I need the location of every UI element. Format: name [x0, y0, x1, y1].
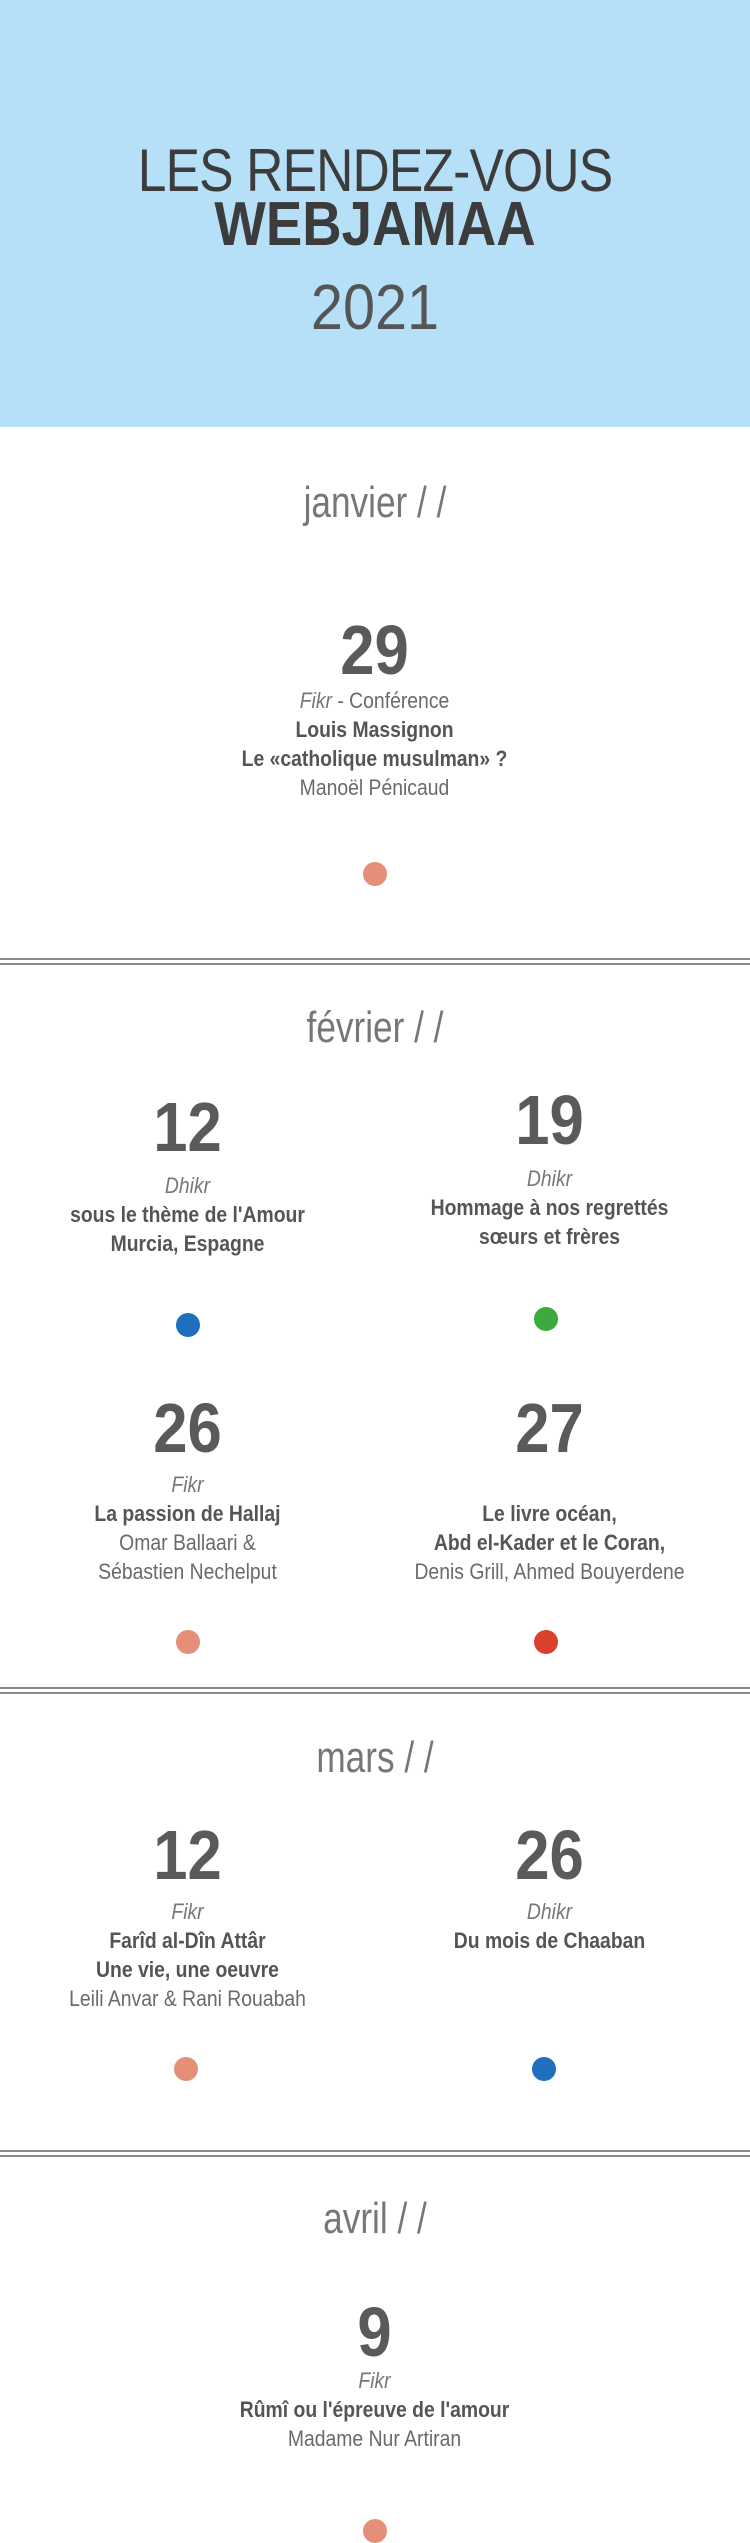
dhikr-dot-icon: [532, 2057, 556, 2081]
header-title-line2: WEBJAMAA: [214, 190, 536, 259]
event-subtitle: Le «catholique musulman» ?: [241, 746, 508, 771]
month-heading-march: mars / /: [316, 1733, 434, 1782]
event-day: 19: [515, 1081, 584, 1159]
event-subtitle: Murcia, Espagne: [110, 1231, 265, 1256]
event-jan-29: [187, 612, 562, 802]
event-mar-12: [0, 1817, 375, 2013]
event-subtitle: Une vie, une oeuvre: [96, 1957, 279, 1982]
event-subtitle: sœurs et frères: [479, 1224, 620, 1249]
event-title: Farîd al-Dîn Attâr: [109, 1928, 266, 1953]
event-type: Dhikr: [526, 1899, 573, 1924]
event-title: La passion de Hallaj: [94, 1501, 281, 1526]
event-speaker: Omar Ballaari &: [119, 1530, 256, 1555]
event-type: Fikr: [358, 2368, 391, 2393]
event-title: Louis Massignon: [295, 717, 454, 742]
event-day: 26: [153, 1389, 222, 1467]
header-year: 2021: [310, 271, 440, 343]
header-title-line1: LES RENDEZ-VOUS: [137, 137, 613, 204]
event-speaker: Denis Grill, Ahmed Bouyerdene: [414, 1559, 685, 1584]
month-heading-february: février / /: [306, 1003, 444, 1052]
event-feb-19: [362, 1082, 737, 1251]
event-type: Fikr: [171, 1899, 204, 1924]
event-day: 29: [340, 611, 409, 689]
event-type-line: [210, 686, 540, 715]
event-feb-12: [0, 1089, 375, 1258]
event-dot-icon: [534, 1630, 558, 1654]
fikr-dot-icon: [176, 1630, 200, 1654]
event-speaker: Leili Anvar & Rani Rouabah: [69, 1986, 306, 2011]
event-title: Le livre océan,: [482, 1501, 617, 1526]
section-divider: [0, 2150, 750, 2157]
event-type: Dhikr: [526, 1166, 573, 1191]
dhikr-dot-icon: [176, 1313, 200, 1337]
fikr-dot-icon: [363, 862, 387, 886]
fikr-dot-icon: [174, 2057, 198, 2081]
event-speaker: Manoël Pénicaud: [299, 775, 450, 800]
event-speaker: Madame Nur Artiran: [287, 2426, 462, 2451]
event-title: sous le thème de l'Amour: [70, 1202, 305, 1227]
event-mar-26: [362, 1817, 737, 1955]
month-heading-april: avril / /: [323, 2194, 427, 2243]
event-day: 26: [515, 1816, 584, 1894]
event-speaker: Sébastien Nechelput: [98, 1559, 277, 1584]
fikr-dot-icon: [363, 2519, 387, 2543]
event-feb-27: [362, 1390, 737, 1586]
event-subtitle: Abd el-Kader et le Coran,: [433, 1530, 666, 1555]
event-day: 12: [153, 1816, 222, 1894]
event-apr-9: [187, 2294, 562, 2453]
event-type: Dhikr: [164, 1173, 211, 1198]
section-divider: [0, 958, 750, 965]
dhikr-dot-icon: [534, 1307, 558, 1331]
event-type: Fikr: [171, 1472, 204, 1497]
section-divider: [0, 1687, 750, 1694]
event-title: Du mois de Chaaban: [453, 1928, 646, 1953]
event-feb-26: [0, 1390, 375, 1586]
event-day: 12: [153, 1088, 222, 1166]
header-banner: [0, 0, 750, 427]
event-type-suffix: - Conférence: [331, 688, 450, 713]
event-day: 27: [515, 1389, 584, 1467]
event-day: 9: [357, 2293, 392, 2371]
event-title: Hommage à nos regrettés: [430, 1195, 669, 1220]
event-title: Rûmî ou l'épreuve de l'amour: [239, 2397, 510, 2422]
event-type: Fikr: [299, 688, 332, 713]
month-heading-january: janvier / /: [303, 478, 447, 527]
